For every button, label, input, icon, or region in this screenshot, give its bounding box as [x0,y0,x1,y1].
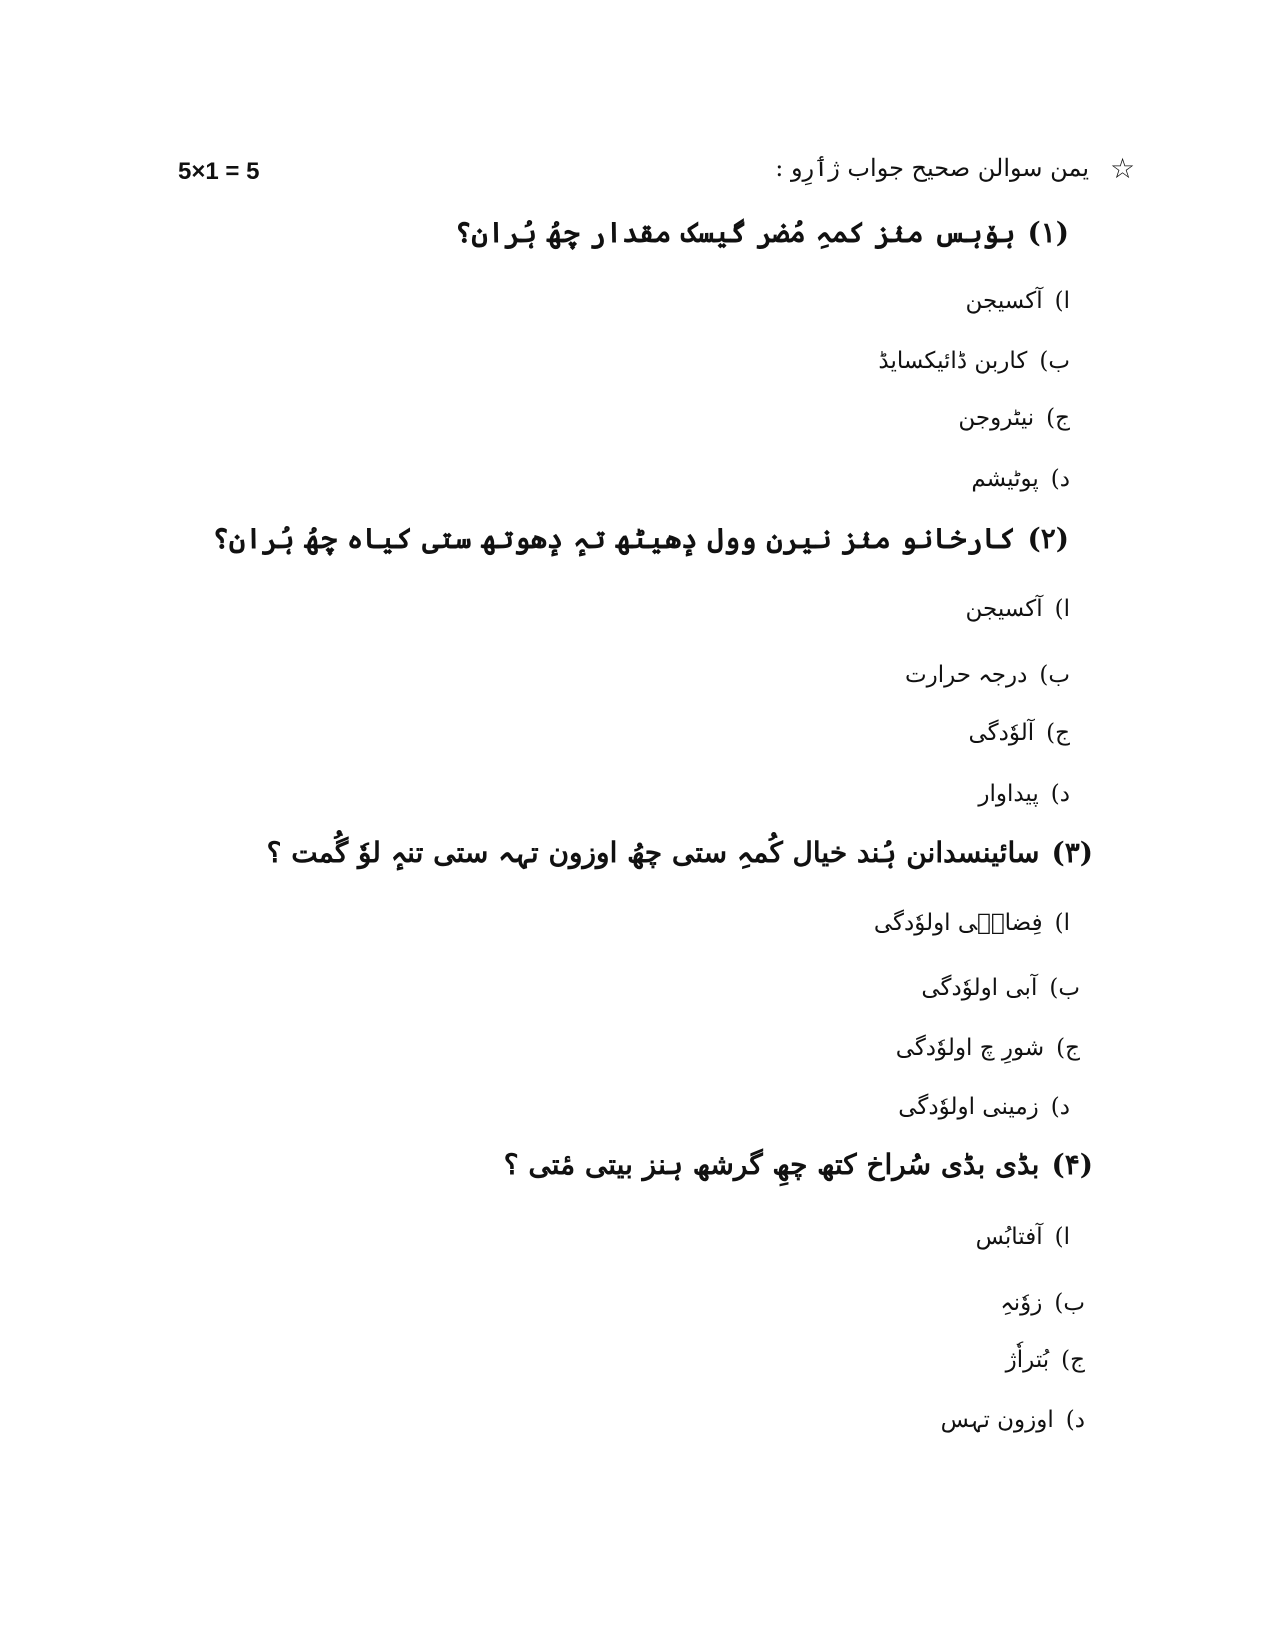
option-label: ا) [1054,910,1070,936]
question-1-text: ہوٚہس منٛز کمہِ مُضر گیسک مقدار چھُ ہُران؟ [455,216,1016,249]
question-3-option-c [896,1035,1080,1061]
question-1-number: (۱) [1027,216,1069,249]
question-3-text: سائینسدانن ہُند خیال کُمہِ ستی چھُ اوزون تہہ ستی تنہٕ لوٗ گُمت ؟ [266,836,1040,869]
option-label: د) [1050,1094,1070,1120]
question-2-number: (۲) [1027,522,1069,555]
question-1-option-c [958,405,1070,431]
question-2-option-d [978,781,1070,807]
question-4-text: بڈی بڈی سُراخ کتھ چھِ گرشھ ہنز بیتی مٔتی ؟ [503,1148,1040,1181]
question-3-number: (۳) [1051,836,1093,869]
option-label: ا) [1054,288,1070,314]
question-1-option-b [878,348,1070,374]
question-2-option-c [969,720,1070,746]
option-label: ج) [1046,720,1070,746]
option-label: ج) [1061,1347,1085,1373]
option-text: کاربن ڈائیکسایڈ [878,348,1028,374]
instruction-text: یمن سوالن صحیح جواب ژٲرِو : [775,154,1089,182]
question-1-option-a [965,288,1070,314]
option-text: پیداوار [978,781,1039,807]
option-text: درجہ حرارت [904,662,1028,688]
option-text: زوٗنہِ [1000,1290,1043,1316]
question-4-option-c [1006,1347,1085,1373]
option-text: زمینی اولوٗدگی [898,1094,1039,1120]
option-label: د) [1050,781,1070,807]
option-text: آکسیجن [965,596,1043,622]
option-label: ج) [1056,1035,1080,1061]
question-2-option-b [905,662,1070,688]
option-label: د) [1050,466,1070,492]
option-label: د) [1065,1407,1085,1433]
option-label: ا) [1054,1224,1070,1250]
option-label: ج) [1046,405,1070,431]
marks-total: 5×1 = 5 [178,158,260,185]
option-label: ب) [1054,1290,1085,1316]
option-text: اوزون تہس [940,1407,1054,1433]
option-label: ب) [1039,662,1070,688]
question-3-option-d [898,1094,1070,1120]
question-4 [504,1148,1093,1181]
option-text: شورِ چ اولوٗدگی [895,1035,1045,1061]
option-text: پوٹیشم [971,466,1039,492]
question-3-option-a [874,910,1070,936]
option-text: بُتراٗژ [1005,1347,1050,1373]
question-4-number: (۴) [1051,1148,1093,1181]
question-1-option-d [971,466,1070,492]
question-1 [455,216,1069,249]
option-text: آفتابُس [975,1224,1043,1250]
question-2-option-a [965,596,1070,622]
option-text: نیٹروجن [958,405,1035,431]
question-4-option-b [1000,1290,1085,1316]
question-2-text: کارخانو منٛز نیرن وول دٕھیٹھ تہٕ دٕھوتھ ستی کیاہ چھُ ہُران؟ [212,522,1016,555]
question-3-option-b [921,975,1080,1001]
option-text: آبی اولوٗدگی [921,975,1038,1001]
option-text: آلوٗدگی [968,720,1035,746]
option-text: آکسیجن [965,288,1043,314]
option-label: ب) [1049,975,1080,1001]
star-icon: ☆ [1110,152,1136,185]
question-2 [213,522,1070,555]
option-label: ب) [1039,348,1070,374]
question-4-option-a [976,1224,1070,1250]
question-4-option-d [941,1407,1085,1433]
question-3 [267,836,1093,869]
option-text: فِضاٮ۪ی اولوٗدگی [873,910,1043,936]
option-label: ا) [1054,596,1070,622]
